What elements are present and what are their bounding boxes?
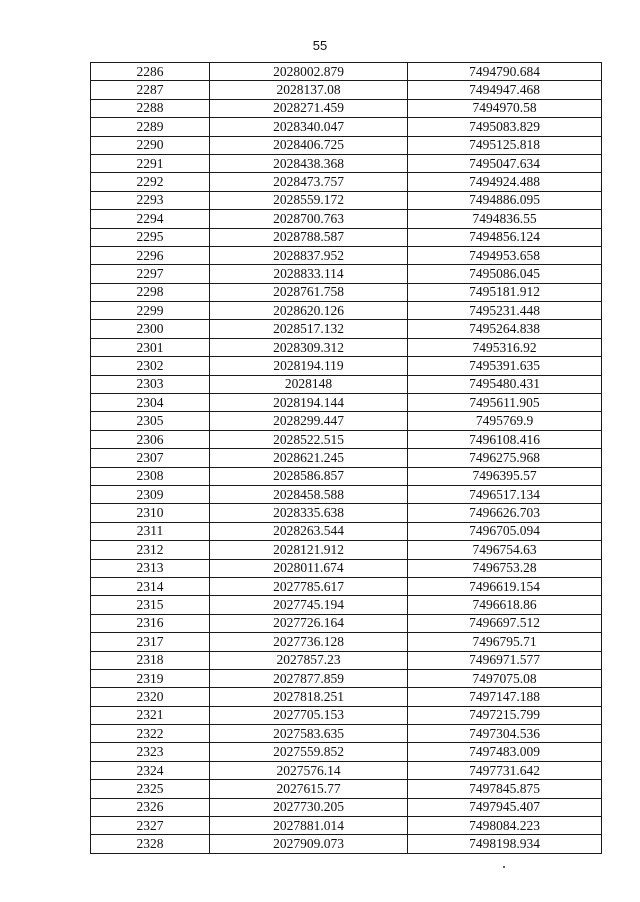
x-coordinate-cell: 2028340.047 [210,118,408,136]
y-coordinate-cell: 7496705.094 [408,522,602,540]
table-row [91,449,602,467]
x-coordinate-cell: 2028761.758 [210,283,408,301]
y-coordinate-cell: 7496275.968 [408,449,602,467]
coordinates-table-body [91,63,602,854]
point-number-cell: 2316 [91,614,210,632]
point-number-cell: 2297 [91,265,210,283]
table-row [91,228,602,246]
y-coordinate-cell: 7494886.095 [408,191,602,209]
y-coordinate-cell: 7497845.875 [408,780,602,798]
x-coordinate-cell: 2028837.952 [210,246,408,264]
point-number-cell: 2322 [91,725,210,743]
table-row [91,210,602,228]
point-number-cell: 2314 [91,577,210,595]
table-row [91,817,602,835]
point-number-cell: 2287 [91,81,210,99]
point-number-cell: 2325 [91,780,210,798]
point-number-cell: 2317 [91,633,210,651]
table-row [91,541,602,559]
point-number-cell: 2305 [91,412,210,430]
x-coordinate-cell: 2027730.205 [210,798,408,816]
point-number-cell: 2315 [91,596,210,614]
table-row [91,81,602,99]
y-coordinate-cell: 7496697.512 [408,614,602,632]
x-coordinate-cell: 2027559.852 [210,743,408,761]
table-row [91,320,602,338]
table-row [91,706,602,724]
table-row [91,99,602,117]
x-coordinate-cell: 2028438.368 [210,154,408,172]
point-number-cell: 2286 [91,63,210,81]
y-coordinate-cell: 7495480.431 [408,375,602,393]
x-coordinate-cell: 2027881.014 [210,817,408,835]
x-coordinate-cell: 2028271.459 [210,99,408,117]
x-coordinate-cell: 2027785.617 [210,577,408,595]
x-coordinate-cell: 2028148 [210,375,408,393]
table-row [91,154,602,172]
point-number-cell: 2289 [91,118,210,136]
table-row [91,633,602,651]
x-coordinate-cell: 2028263.544 [210,522,408,540]
y-coordinate-cell: 7496626.703 [408,504,602,522]
x-coordinate-cell: 2028620.126 [210,302,408,320]
table-row [91,394,602,412]
point-number-cell: 2313 [91,559,210,577]
y-coordinate-cell: 7496619.154 [408,577,602,595]
point-number-cell: 2293 [91,191,210,209]
point-number-cell: 2299 [91,302,210,320]
y-coordinate-cell: 7496517.134 [408,485,602,503]
y-coordinate-cell: 7494790.684 [408,63,602,81]
x-coordinate-cell: 2027583.635 [210,725,408,743]
table-row [91,743,602,761]
coordinates-table [90,62,602,854]
x-coordinate-cell: 2028522.515 [210,430,408,448]
x-coordinate-cell: 2028621.245 [210,449,408,467]
x-coordinate-cell: 2027615.77 [210,780,408,798]
y-coordinate-cell: 7495083.829 [408,118,602,136]
y-coordinate-cell: 7494836.55 [408,210,602,228]
point-number-cell: 2309 [91,485,210,503]
table-row [91,559,602,577]
x-coordinate-cell: 2028011.674 [210,559,408,577]
x-coordinate-cell: 2028406.725 [210,136,408,154]
x-coordinate-cell: 2028194.119 [210,357,408,375]
y-coordinate-cell: 7495125.818 [408,136,602,154]
y-coordinate-cell: 7494924.488 [408,173,602,191]
point-number-cell: 2303 [91,375,210,393]
table-row [91,485,602,503]
table-row [91,688,602,706]
table-row [91,577,602,595]
x-coordinate-cell: 2027576.14 [210,761,408,779]
point-number-cell: 2324 [91,761,210,779]
point-number-cell: 2291 [91,154,210,172]
table-row [91,118,602,136]
y-coordinate-cell: 7496395.57 [408,467,602,485]
table-row [91,63,602,81]
x-coordinate-cell: 2028517.132 [210,320,408,338]
point-number-cell: 2300 [91,320,210,338]
x-coordinate-cell: 2028299.447 [210,412,408,430]
x-coordinate-cell: 2028559.172 [210,191,408,209]
y-coordinate-cell: 7494947.468 [408,81,602,99]
y-coordinate-cell: 7497945.407 [408,798,602,816]
y-coordinate-cell: 7495231.448 [408,302,602,320]
point-number-cell: 2294 [91,210,210,228]
y-coordinate-cell: 7495181.912 [408,283,602,301]
table-row [91,669,602,687]
x-coordinate-cell: 2027705.153 [210,706,408,724]
point-number-cell: 2326 [91,798,210,816]
point-number-cell: 2298 [91,283,210,301]
y-coordinate-cell: 7496754.63 [408,541,602,559]
point-number-cell: 2290 [91,136,210,154]
table-row [91,596,602,614]
y-coordinate-cell: 7497075.08 [408,669,602,687]
x-coordinate-cell: 2027857.23 [210,651,408,669]
point-number-cell: 2319 [91,669,210,687]
x-coordinate-cell: 2027909.073 [210,835,408,853]
point-number-cell: 2307 [91,449,210,467]
y-coordinate-cell: 7495611.905 [408,394,602,412]
y-coordinate-cell: 7497483.009 [408,743,602,761]
table-row [91,430,602,448]
y-coordinate-cell: 7496618.86 [408,596,602,614]
y-coordinate-cell: 7497215.799 [408,706,602,724]
y-coordinate-cell: 7495391.635 [408,357,602,375]
y-coordinate-cell: 7496753.28 [408,559,602,577]
x-coordinate-cell: 2027877.859 [210,669,408,687]
y-coordinate-cell: 7498084.223 [408,817,602,835]
table-row [91,651,602,669]
table-row [91,246,602,264]
x-coordinate-cell: 2027736.128 [210,633,408,651]
table-row [91,191,602,209]
table-row [91,798,602,816]
y-coordinate-cell: 7495264.838 [408,320,602,338]
x-coordinate-cell: 2028194.144 [210,394,408,412]
y-coordinate-cell: 7495047.634 [408,154,602,172]
y-coordinate-cell: 7497731.642 [408,761,602,779]
point-number-cell: 2306 [91,430,210,448]
point-number-cell: 2312 [91,541,210,559]
x-coordinate-cell: 2028700.763 [210,210,408,228]
x-coordinate-cell: 2028473.757 [210,173,408,191]
y-coordinate-cell: 7498198.934 [408,835,602,853]
x-coordinate-cell: 2028788.587 [210,228,408,246]
point-number-cell: 2295 [91,228,210,246]
y-coordinate-cell: 7496108.416 [408,430,602,448]
scan-speck [503,866,505,868]
point-number-cell: 2292 [91,173,210,191]
x-coordinate-cell: 2028002.879 [210,63,408,81]
x-coordinate-cell: 2028309.312 [210,338,408,356]
table-row [91,357,602,375]
table-row [91,283,602,301]
x-coordinate-cell: 2028586.857 [210,467,408,485]
point-number-cell: 2318 [91,651,210,669]
point-number-cell: 2310 [91,504,210,522]
table-row [91,302,602,320]
table-row [91,504,602,522]
point-number-cell: 2302 [91,357,210,375]
table-row [91,375,602,393]
y-coordinate-cell: 7497304.536 [408,725,602,743]
x-coordinate-cell: 2028833.114 [210,265,408,283]
table-row [91,136,602,154]
point-number-cell: 2320 [91,688,210,706]
table-row [91,835,602,853]
point-number-cell: 2308 [91,467,210,485]
point-number-cell: 2288 [91,99,210,117]
table-row [91,412,602,430]
table-row [91,614,602,632]
table-row [91,761,602,779]
y-coordinate-cell: 7494953.658 [408,246,602,264]
table-row [91,467,602,485]
x-coordinate-cell: 2028335.638 [210,504,408,522]
y-coordinate-cell: 7495086.045 [408,265,602,283]
point-number-cell: 2323 [91,743,210,761]
x-coordinate-cell: 2027818.251 [210,688,408,706]
y-coordinate-cell: 7494856.124 [408,228,602,246]
point-number-cell: 2296 [91,246,210,264]
y-coordinate-cell: 7497147.188 [408,688,602,706]
x-coordinate-cell: 2027726.164 [210,614,408,632]
page-number: 55 [312,38,328,53]
y-coordinate-cell: 7496795.71 [408,633,602,651]
table-row [91,725,602,743]
x-coordinate-cell: 2028121.912 [210,541,408,559]
point-number-cell: 2311 [91,522,210,540]
point-number-cell: 2328 [91,835,210,853]
table-row [91,338,602,356]
table-row [91,173,602,191]
y-coordinate-cell: 7495316.92 [408,338,602,356]
point-number-cell: 2301 [91,338,210,356]
table-row [91,522,602,540]
y-coordinate-cell: 7496971.577 [408,651,602,669]
point-number-cell: 2327 [91,817,210,835]
point-number-cell: 2321 [91,706,210,724]
x-coordinate-cell: 2028137.08 [210,81,408,99]
table-row [91,265,602,283]
x-coordinate-cell: 2028458.588 [210,485,408,503]
y-coordinate-cell: 7495769.9 [408,412,602,430]
point-number-cell: 2304 [91,394,210,412]
table-row [91,780,602,798]
x-coordinate-cell: 2027745.194 [210,596,408,614]
y-coordinate-cell: 7494970.58 [408,99,602,117]
